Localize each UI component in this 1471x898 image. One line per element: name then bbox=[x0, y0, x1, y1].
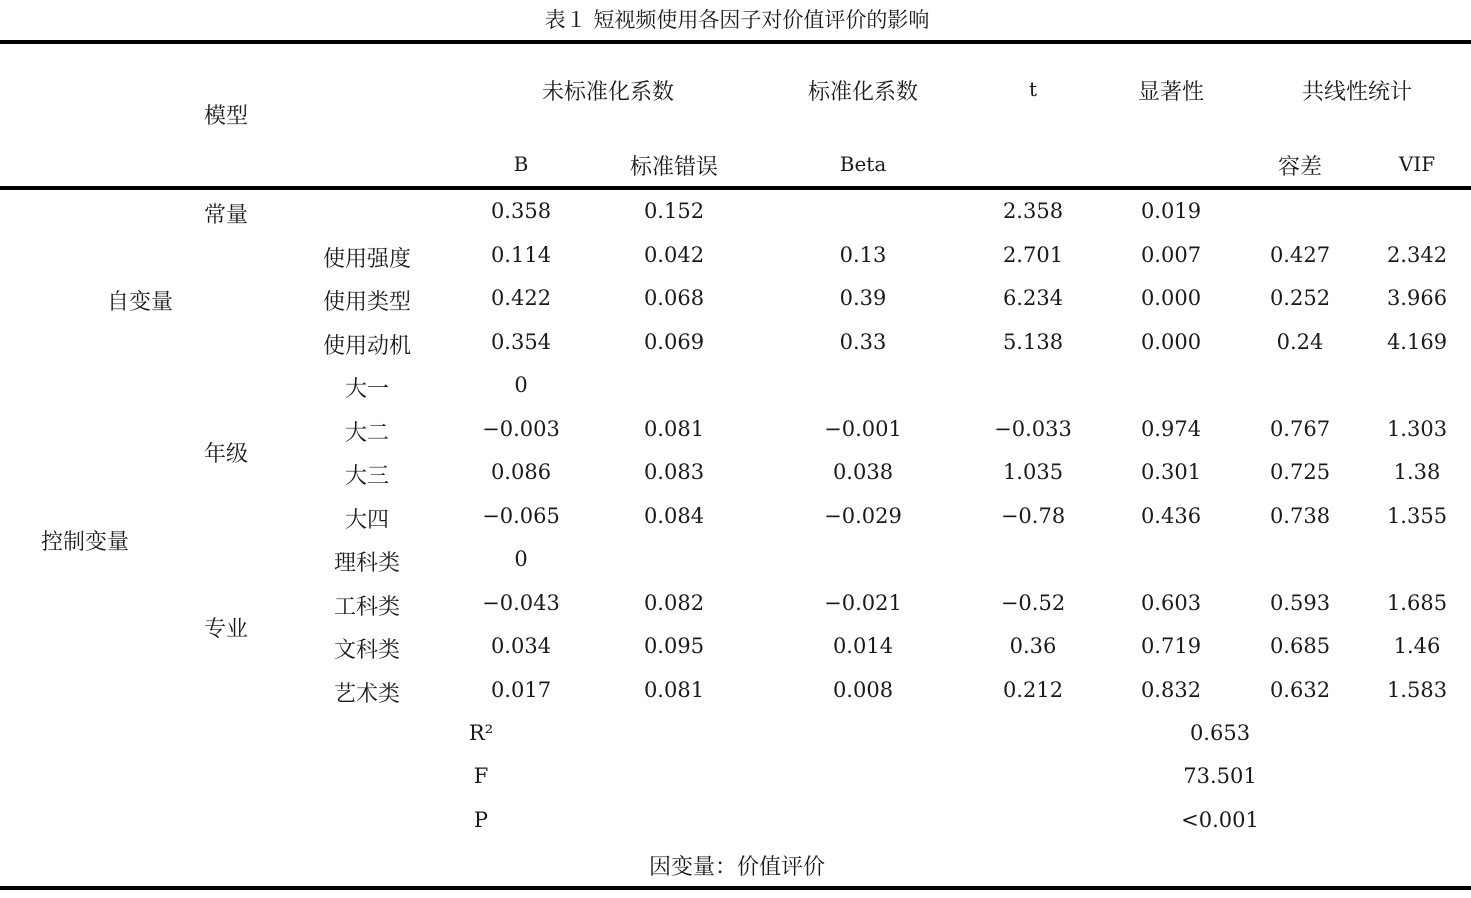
cell-significance: 0.000 bbox=[1140, 286, 1202, 310]
cell-t: −0.78 bbox=[1000, 503, 1066, 528]
cell-std-error: 0.081 bbox=[643, 677, 705, 702]
header-standardized: 标准化系数 bbox=[807, 80, 919, 105]
header-collinearity: 共线性统计 bbox=[1301, 80, 1413, 105]
row-label: 大一 bbox=[344, 377, 390, 402]
cell-vif: 1.685 bbox=[1386, 590, 1448, 615]
cell-tolerance: 0.632 bbox=[1269, 677, 1331, 702]
stat-p-value: <0.001 bbox=[1181, 808, 1259, 832]
cell-std-error: 0.083 bbox=[643, 460, 705, 484]
header-unstandardized: 未标准化系数 bbox=[541, 80, 675, 105]
cell-vif: 1.355 bbox=[1386, 503, 1448, 528]
header-rule bbox=[0, 186, 1471, 190]
cell-vif: 3.966 bbox=[1386, 286, 1448, 310]
cell-std-error: 0.068 bbox=[643, 286, 705, 310]
cell-beta: −0.029 bbox=[824, 503, 902, 528]
cell-tolerance: 0.24 bbox=[1276, 329, 1324, 354]
cell-tolerance: 0.427 bbox=[1269, 242, 1331, 267]
cell-t: −0.033 bbox=[994, 416, 1072, 441]
cell-b: 0.017 bbox=[490, 677, 552, 702]
cell-vif: 1.583 bbox=[1386, 677, 1448, 702]
cell-t: −0.52 bbox=[1000, 590, 1066, 615]
group-grade: 年级 bbox=[203, 442, 249, 467]
stat-f-label: F bbox=[473, 764, 489, 788]
bottom-rule bbox=[0, 886, 1471, 890]
stat-p-label: P bbox=[473, 808, 489, 832]
cell-beta: −0.001 bbox=[824, 416, 902, 441]
top-rule bbox=[0, 40, 1471, 44]
header-std-error: 标准错误 bbox=[629, 155, 719, 180]
row-label: 大四 bbox=[344, 507, 390, 533]
cell-std-error: 0.042 bbox=[643, 242, 705, 267]
cell-tolerance: 0.767 bbox=[1269, 416, 1331, 441]
cell-significance: 0.019 bbox=[1140, 199, 1202, 223]
cell-beta: 0.014 bbox=[832, 634, 894, 658]
cell-beta: 0.008 bbox=[832, 677, 894, 702]
cell-tolerance: 0.593 bbox=[1269, 590, 1331, 615]
header-vif: VIF bbox=[1398, 152, 1436, 176]
cell-significance: 0.832 bbox=[1140, 677, 1202, 702]
header-t: t bbox=[1028, 77, 1038, 101]
cell-significance: 0.719 bbox=[1140, 634, 1202, 658]
row-label: 大二 bbox=[344, 420, 390, 446]
dependent-variable-note: 因变量：价值评价 bbox=[648, 855, 826, 880]
cell-tolerance: 0.738 bbox=[1269, 503, 1331, 528]
header-beta: Beta bbox=[839, 152, 887, 176]
header-b: B bbox=[513, 152, 529, 176]
cell-b: 0.086 bbox=[490, 460, 552, 484]
cell-tolerance: 0.252 bbox=[1269, 286, 1331, 310]
cell-vif: 1.303 bbox=[1386, 416, 1448, 441]
stat-r2-value: 0.653 bbox=[1189, 721, 1251, 745]
cell-significance: 0.974 bbox=[1140, 416, 1202, 441]
row-label: 使用强度 bbox=[322, 246, 412, 272]
cell-b: 0 bbox=[514, 547, 528, 571]
group-independent: 自变量 bbox=[106, 290, 174, 315]
cell-significance: 0.007 bbox=[1140, 242, 1202, 267]
cell-vif: 4.169 bbox=[1386, 329, 1448, 354]
row-label: 常量 bbox=[203, 203, 249, 228]
group-control: 控制变量 bbox=[40, 530, 130, 555]
cell-vif: 1.38 bbox=[1393, 460, 1441, 484]
row-label: 使用类型 bbox=[322, 290, 412, 315]
cell-significance: 0.301 bbox=[1140, 460, 1202, 484]
row-label: 艺术类 bbox=[333, 681, 401, 707]
cell-t: 0.212 bbox=[1002, 677, 1064, 702]
row-label: 大三 bbox=[344, 464, 390, 489]
cell-b: −0.043 bbox=[482, 590, 560, 615]
cell-b: 0.358 bbox=[490, 199, 552, 223]
cell-t: 2.358 bbox=[1002, 199, 1064, 223]
cell-t: 1.035 bbox=[1002, 460, 1064, 484]
cell-significance: 0.603 bbox=[1140, 590, 1202, 615]
cell-b: 0.114 bbox=[490, 242, 552, 267]
cell-t: 5.138 bbox=[1002, 329, 1064, 354]
group-major: 专业 bbox=[203, 617, 249, 642]
cell-beta: 0.39 bbox=[839, 286, 887, 310]
cell-t: 6.234 bbox=[1002, 286, 1064, 310]
cell-tolerance: 0.685 bbox=[1269, 634, 1331, 658]
cell-significance: 0.436 bbox=[1140, 503, 1202, 528]
cell-std-error: 0.081 bbox=[643, 416, 705, 441]
row-label: 文科类 bbox=[333, 638, 401, 663]
row-label: 工科类 bbox=[333, 594, 401, 620]
cell-vif: 1.46 bbox=[1393, 634, 1441, 658]
cell-std-error: 0.069 bbox=[643, 329, 705, 354]
cell-std-error: 0.082 bbox=[643, 590, 705, 615]
cell-b: −0.003 bbox=[482, 416, 560, 441]
row-label: 使用动机 bbox=[322, 333, 412, 359]
cell-b: −0.065 bbox=[482, 503, 560, 528]
cell-b: 0.034 bbox=[490, 634, 552, 658]
cell-significance: 0.000 bbox=[1140, 329, 1202, 354]
cell-t: 0.36 bbox=[1009, 634, 1057, 658]
cell-beta: 0.038 bbox=[832, 460, 894, 484]
cell-vif: 2.342 bbox=[1386, 242, 1448, 267]
cell-beta: 0.33 bbox=[839, 329, 887, 354]
cell-b: 0.354 bbox=[490, 329, 552, 354]
stat-r2-label: R² bbox=[468, 721, 494, 745]
row-label: 理科类 bbox=[333, 551, 401, 576]
cell-b: 0.422 bbox=[490, 286, 552, 310]
cell-std-error: 0.084 bbox=[643, 503, 705, 528]
header-model: 模型 bbox=[203, 104, 249, 129]
header-significance: 显著性 bbox=[1137, 80, 1205, 105]
table-title: 表１ 短视频使用各因子对价值评价的影响 bbox=[544, 8, 930, 32]
stat-f-value: 73.501 bbox=[1183, 764, 1257, 788]
cell-t: 2.701 bbox=[1002, 242, 1064, 267]
cell-std-error: 0.095 bbox=[643, 634, 705, 658]
header-tolerance: 容差 bbox=[1277, 155, 1323, 180]
cell-std-error: 0.152 bbox=[643, 199, 705, 223]
cell-beta: 0.13 bbox=[839, 242, 887, 267]
cell-beta: −0.021 bbox=[824, 590, 902, 615]
cell-tolerance: 0.725 bbox=[1269, 460, 1331, 484]
cell-b: 0 bbox=[514, 373, 528, 397]
